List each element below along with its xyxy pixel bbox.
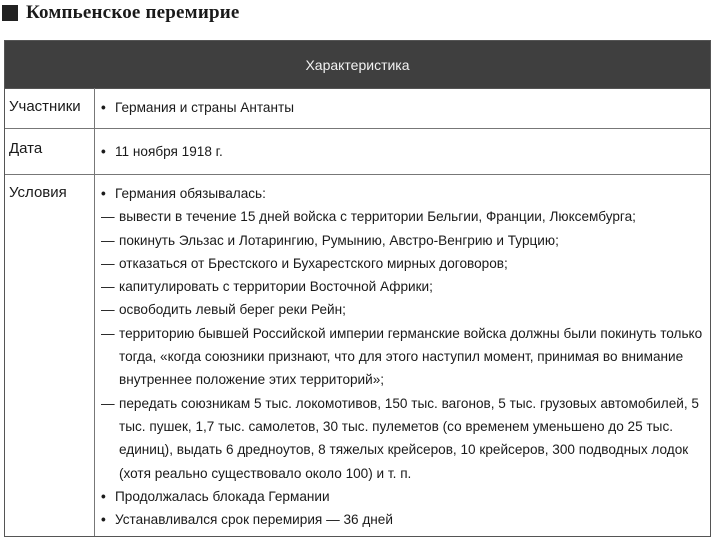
obligation-item [101,298,704,321]
bullet-icon: • [101,488,106,504]
obligation-item [101,275,704,298]
row-label-participants: Участники [5,88,95,128]
bullet-icon: • [101,100,106,115]
bullet-icon: • [101,186,106,201]
obligation-item [101,205,704,228]
extra-terms-list [101,485,704,532]
list-item [101,96,704,119]
dash-icon: — [101,302,115,318]
row-content-participants [95,88,710,128]
extra-term-text: Устанавливался срок перемирия — 36 дней [115,512,393,528]
obligation-text: вывести в течение 15 дней войска с территории Бельгии, Франции, Люксембурга; [119,209,636,225]
obligation-item [101,252,704,275]
row-content-terms [95,174,710,536]
bullet-icon: • [101,512,106,528]
terms-intro: Германия обязывалась: [115,186,266,201]
dash-icon: — [101,232,115,248]
list-item [101,140,704,163]
title-bar [0,0,720,26]
obligation-item [101,392,704,485]
obligation-item [101,229,704,252]
obligation-item [101,322,704,392]
extra-term-text: Продолжалась блокада Германии [115,488,330,504]
obligation-text: территорию бывшей Российской империи германские войска должны были покинуть только тогда, «когда союзники признают, что для этого наступил момент, принимая во внимание внутреннее положение этих территорий»; [119,325,703,388]
bullet-icon: • [101,144,106,159]
page-title: Компьенское перемирие [26,2,240,23]
armistice-table [4,40,711,537]
table-row-date [5,128,710,175]
table-row-participants [5,88,710,129]
obligation-text: покинуть Эльзас и Лотарингию, Румынию, Австро-Венгрию и Турцию; [119,232,559,248]
date-value: 11 ноября 1918 г. [115,144,223,159]
table-header: Характеристика [5,41,710,89]
dash-icon: — [101,209,115,225]
table-row-terms [5,174,710,536]
obligation-text: передать союзникам 5 тыс. локомотивов, 150 тыс. вагонов, 5 тыс. грузовых автомобилей, 5 тыс. пушек, 1,7 тыс. самолетов, 30 тыс. пулеметов (со временем уменьшено до 25 тыс. единиц), выдать 6 дредноутов, 8 тяжелых крейсеров, 10 крейсеров, 300 подводных лодок (хотя реально существовало около 100) и т. п. [119,395,699,481]
title-marker [2,5,18,21]
obligations-list [101,205,704,485]
obligation-text: освободить левый берег реки Рейн; [119,302,346,318]
participants-value: Германия и страны Антанты [115,100,294,115]
row-content-date [95,128,710,174]
dash-icon: — [101,325,115,341]
dash-icon: — [101,255,115,271]
list-item [101,485,704,508]
dash-icon: — [101,395,115,411]
obligation-text: капитулировать с территории Восточной Африки; [119,279,433,295]
list-item [101,182,704,205]
row-label-date: Дата [5,128,95,174]
list-item [101,508,704,531]
obligation-text: отказаться от Брестского и Бухарестского мирных договоров; [119,255,508,271]
row-label-terms: Условия [5,174,95,536]
dash-icon: — [101,279,115,295]
